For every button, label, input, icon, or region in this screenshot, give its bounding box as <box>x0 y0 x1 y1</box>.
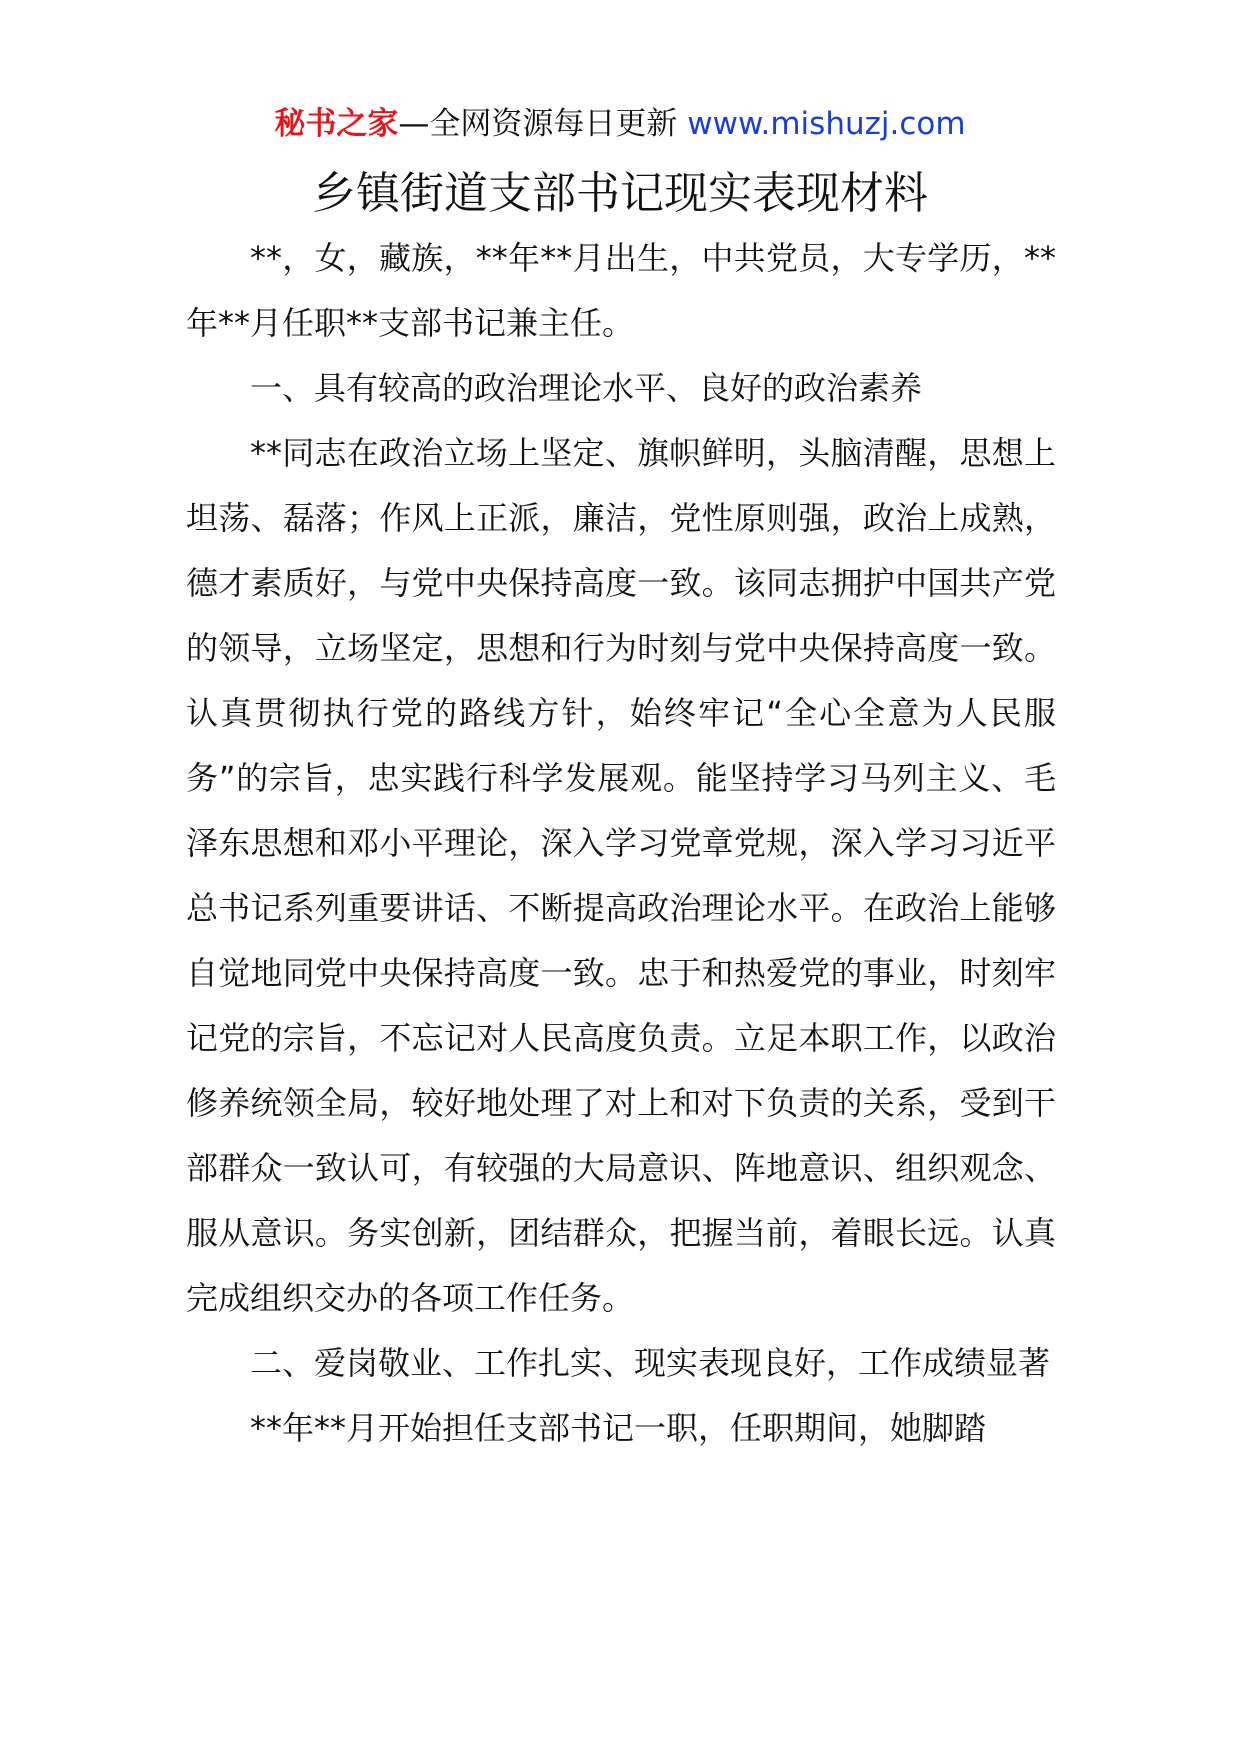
site-url-link[interactable]: www.mishuzj.com <box>687 106 966 142</box>
brand-name: 秘书之家 <box>274 106 399 142</box>
section-2-paragraph: **年**月开始担任支部书记一职，任职期间，她脚踏 <box>250 1409 987 1447</box>
header-tagline: —全网资源每日更新 <box>398 106 678 142</box>
section-1-paragraph: **同志在政治立场上坚定、旗帜鲜明，头脑清醒，思想上坦荡、磊落；作风上正派，廉洁，党性原则强，政治上成熟，德才素质好，与党中央保持高度一致。该同志拥护中国共产党的领导，立场坚定，思想和行为时刻与党中央保持高度一致。认真贯彻执行党的路线方针，始终牢记“全心全意为人民服务”的宗旨，忠实践行科学发展观。能坚持学习马列主义、毛泽东思想和邓小平理论，深入学习党章党规，深入学习习近平总书记系列重要讲话、不断提高政治理论水平。在政治上能够自觉地同党中央保持高度一致。忠于和热爱党的事业，时刻牢记党的宗旨，不忘记对人民高度负责。立足本职工作，以政治修养统领全局，较好地处理了对上和对下负责的关系，受到干部群众一致认可，有较强的大局意识、阵地意识、组织观念、服从意识。务实创新，团结群众，把握当前，着眼长远。认真完成组织交办的各项工作任务。 <box>186 434 1056 1317</box>
site-header <box>0 104 1240 144</box>
intro-paragraph: **，女，藏族，**年**月出生，中共党员，大专学历，**年**月任职**支部书记兼主任。 <box>186 239 1056 342</box>
section-1-heading: 一、具有较高的政治理论水平、良好的政治素养 <box>250 369 923 407</box>
document-body <box>186 226 1056 1461</box>
document-title: 乡镇街道支部书记现实表现材料 <box>312 168 928 219</box>
section-2-heading: 二、爱岗敬业、工作扎实、现实表现良好，工作成绩显著 <box>250 1344 1051 1382</box>
